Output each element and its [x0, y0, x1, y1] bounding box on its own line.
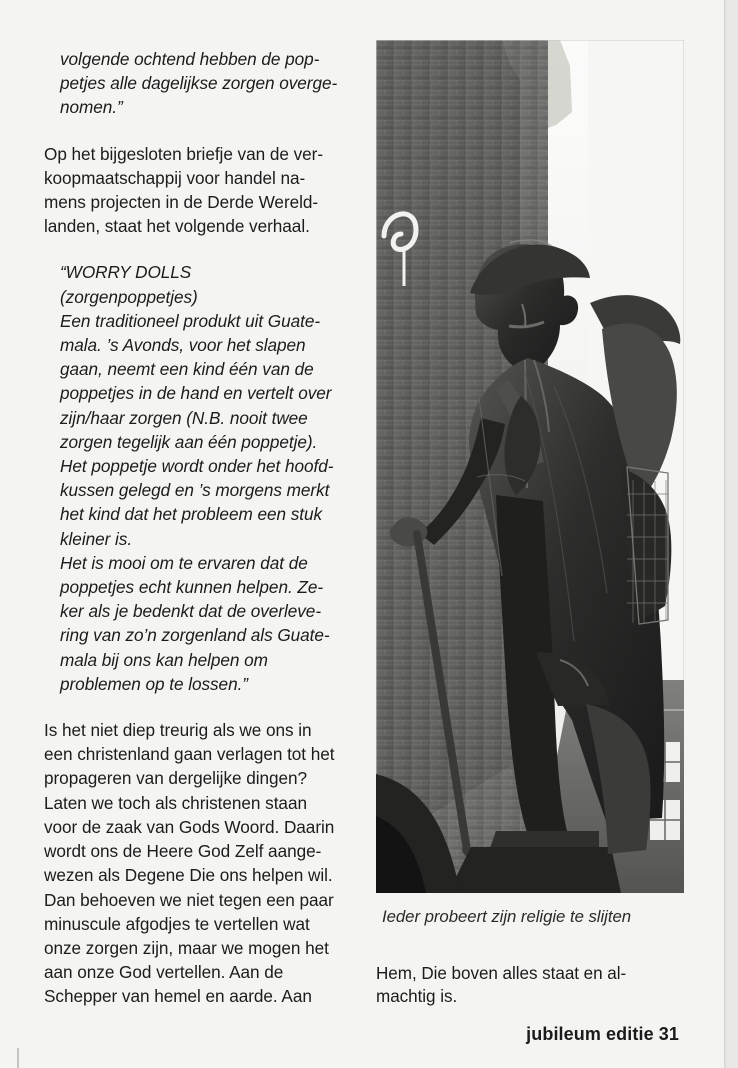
statue-photo [376, 40, 684, 893]
right-column-paragraph [376, 962, 692, 1008]
quote-line: zijn/haar zorgen (N.B. nooit twee [60, 407, 308, 428]
paragraph-line: Op het bijgesloten briefje van de ver- [44, 143, 323, 164]
quote-line: Het is mooi om te ervaren dat de [60, 552, 308, 573]
intro-quote [60, 47, 362, 120]
quote-line: problemen op te lossen.” [60, 673, 248, 694]
paragraph-line: propageren van dergelijke dingen? [44, 768, 308, 789]
paragraph-line: machtig is. [376, 987, 458, 1006]
intro-quote-line: petjes alle dagelijkse zorgen overge- [60, 73, 338, 94]
paragraph-line: Laten we toch als christenen staan [44, 792, 307, 813]
quote-line: kleiner is. [60, 528, 133, 549]
quote-line: “WORRY DOLLS [60, 262, 192, 283]
page-footer: jubileum editie 31 [526, 1024, 679, 1044]
quote-line: Het poppetje wordt onder het hoofd- [60, 456, 334, 477]
quote-line: het kind dat het probleem een stuk [60, 504, 323, 525]
paragraph-line: landen, staat het volgende verhaal. [44, 216, 310, 237]
paragraph-line: minuscule afgodjes te vertellen wat [44, 913, 310, 934]
quote-line: poppetjes in de hand en vertelt over [60, 383, 332, 404]
quote-line: mala. ’s Avonds, voor het slapen [60, 335, 306, 356]
photo-caption: Ieder probeert zijn religie te slijten [382, 907, 632, 926]
paragraph-line: Is het niet diep treurig als we ons in [44, 720, 312, 741]
paragraph-line: voor de zaak van Gods Woord. Daarin [44, 816, 335, 837]
intro-quote-line: nomen.” [60, 97, 123, 118]
statue-photo-image [376, 40, 684, 893]
intro-quote-line: volgende ochtend hebben de pop- [60, 49, 320, 69]
paragraph-line: Hem, Die boven alles staat en al- [376, 964, 627, 983]
right-column [376, 40, 692, 1008]
paragraph-line: mens projecten in de Derde Wereld- [44, 192, 319, 213]
paragraph-line: wordt ons de Heere God Zelf aange- [44, 841, 322, 862]
paragraph-one [44, 142, 362, 239]
paragraph-line: aan onze God vertellen. Aan de [44, 962, 284, 983]
paragraph-line: koopmaatschappij voor handel na- [44, 167, 306, 188]
paragraph-two [44, 718, 362, 1008]
paragraph-line: Dan behoeven we niet tegen een paar [44, 889, 334, 910]
paragraph-line: wezen als Degene Die ons helpen wil. [44, 865, 333, 886]
paragraph-line: Schepper van hemel en aarde. Aan [44, 986, 312, 1007]
quote-line: poppetjes echt kunnen helpen. Ze- [60, 577, 324, 598]
paragraph-line: onze zorgen zijn, maar we mogen het [44, 937, 329, 958]
worry-dolls-quote [60, 260, 362, 696]
quote-line: ring van zo’n zorgenland als Guate- [60, 625, 330, 646]
quote-line: ker als je bedenkt dat de overleve- [60, 601, 321, 622]
left-column [44, 47, 362, 1009]
quote-line: zorgen tegelijk aan één poppetje). [60, 431, 318, 452]
quote-line: (zorgenpoppetjes) [60, 286, 198, 307]
paragraph-line: een christenland gaan verlagen tot het [44, 744, 335, 765]
quote-line: mala bij ons kan helpen om [60, 649, 268, 670]
quote-line: Een traditioneel produkt uit Guate- [60, 310, 321, 331]
quote-line: kussen gelegd en ’s morgens merkt [60, 480, 330, 501]
quote-line: gaan, neemt een kind één van de [60, 359, 314, 380]
